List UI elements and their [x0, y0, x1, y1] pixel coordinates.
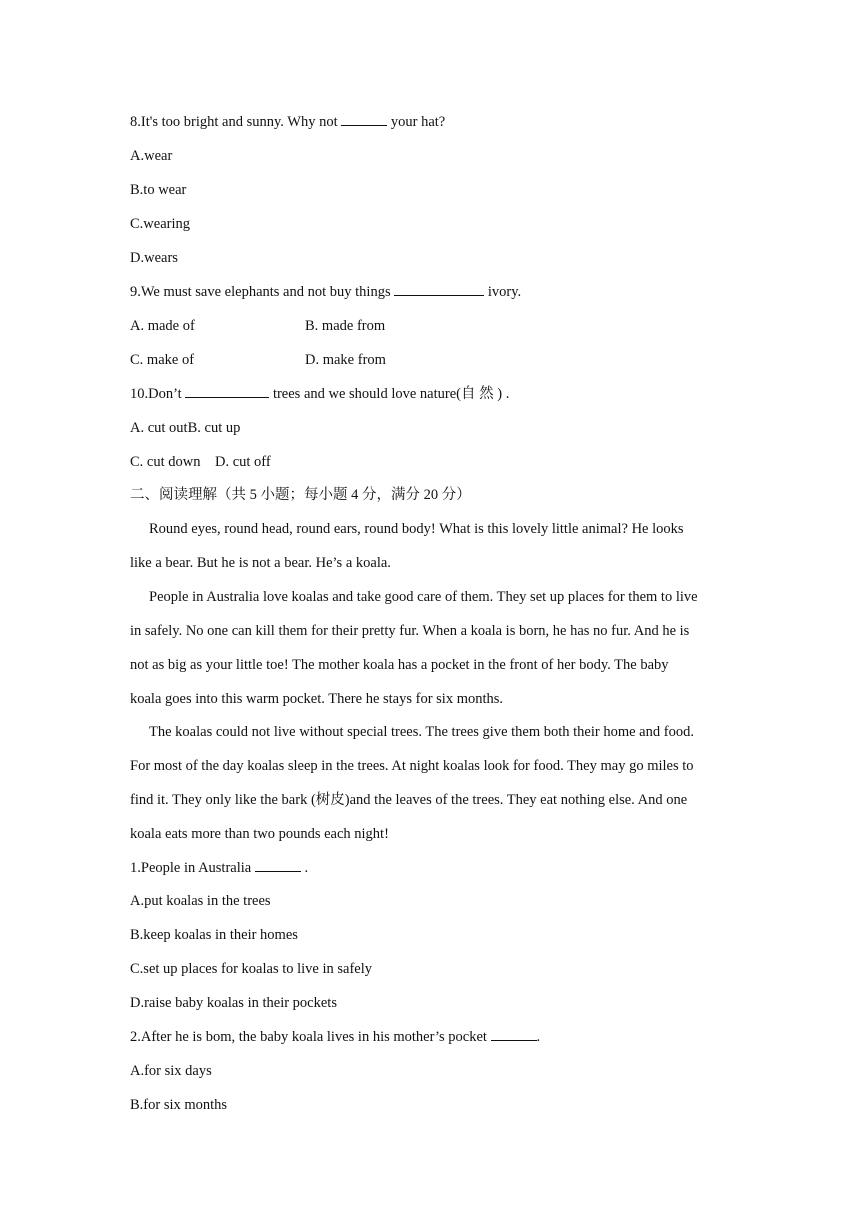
- question-9-options-row-2: [130, 350, 530, 370]
- answer-blank: [491, 1028, 537, 1041]
- passage-line: like a bear. But he is not a bear. He’s a koala.: [130, 555, 391, 571]
- passage-line: find it. They only like the bark (树皮)and the leaves of the trees. They eat nothing else. And one: [130, 792, 688, 808]
- reading-question-1-stem: 1.People in Australia .: [130, 860, 309, 876]
- reading-question-1-option-d: D.raise baby koalas in their pockets: [130, 995, 337, 1011]
- section-heading: 二、阅读理解（共 5 小题；每小题 4 分，满分 20 分）: [130, 487, 471, 503]
- reading-question-1-option-c: C.set up places for koalas to live in safely: [130, 961, 373, 977]
- passage-line: People in Australia love koalas and take good care of them. They set up places for them to live: [149, 589, 698, 605]
- passage-line: The koalas could not live without special trees. The trees give them both their home and food.: [149, 724, 694, 740]
- question-9-option-a: A. made of: [130, 318, 195, 334]
- question-9-option-d: D. make from: [305, 352, 386, 368]
- passage-line: koala eats more than two pounds each night!: [130, 826, 389, 842]
- question-9-option-c: C. make of: [130, 352, 195, 368]
- answer-blank: [255, 859, 301, 872]
- question-8-option-c: C.wearing: [130, 216, 190, 232]
- question-9-stem: 9.We must save elephants and not buy things ivory.: [130, 284, 522, 300]
- passage-line: not as big as your little toe! The mother koala has a pocket in the front of her body. The baby: [130, 657, 669, 673]
- question-10-options-row-1: A. cut outB. cut up: [130, 420, 241, 436]
- reading-question-2-option-b: B.for six months: [130, 1097, 228, 1113]
- passage-line: koala goes into this warm pocket. There he stays for six months.: [130, 691, 504, 707]
- question-9-options-row-1: [130, 316, 530, 336]
- question-8-stem: 8.It's too bright and sunny. Why not your hat?: [130, 114, 446, 130]
- question-8-option-a: A.wear: [130, 148, 173, 164]
- passage-line: For most of the day koalas sleep in the trees. At night koalas look for food. They may go miles to: [130, 758, 694, 774]
- reading-question-2-option-a: A.for six days: [130, 1063, 212, 1079]
- question-10-options-row-2: C. cut down D. cut off: [130, 454, 271, 470]
- question-8-option-d: D.wears: [130, 250, 178, 266]
- question-9-option-b: B. made from: [305, 318, 386, 334]
- reading-question-1-option-a: A.put koalas in the trees: [130, 893, 271, 909]
- passage-line: Round eyes, round head, round ears, round body! What is this lovely little animal? He looks: [149, 521, 684, 537]
- answer-blank: [185, 385, 269, 398]
- passage-line: in safely. No one can kill them for their pretty fur. When a koala is born, he has no fur. And he is: [130, 623, 690, 639]
- answer-blank: [394, 283, 484, 296]
- question-10-stem: 10.Don’t trees and we should love nature(自 然 ) .: [130, 386, 510, 402]
- reading-question-2-stem: 2.After he is bom, the baby koala lives in his mother’s pocket .: [130, 1029, 541, 1045]
- question-8-option-b: B.to wear: [130, 182, 187, 198]
- answer-blank: [341, 113, 387, 126]
- reading-question-1-option-b: B.keep koalas in their homes: [130, 927, 298, 943]
